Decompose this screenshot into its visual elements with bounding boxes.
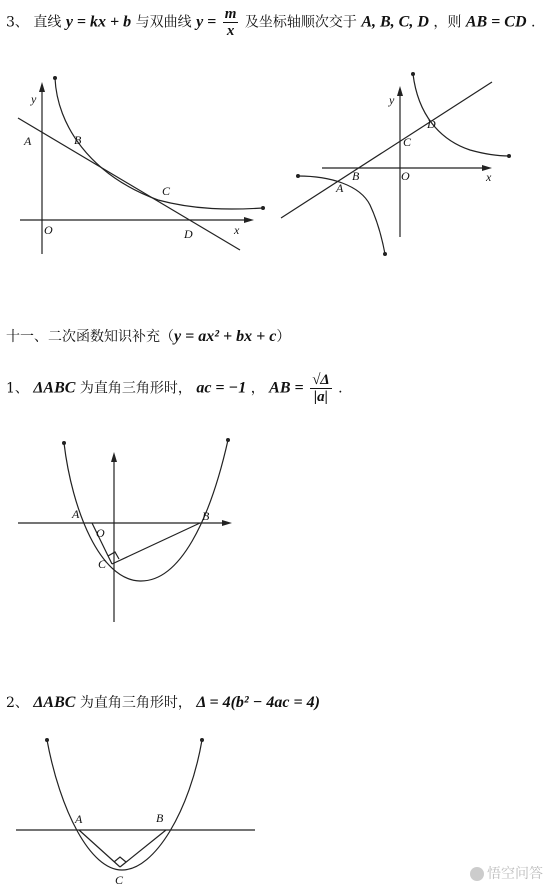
fig4-label-b: B <box>156 811 164 825</box>
item3-text-1: 直线 <box>33 14 62 31</box>
section11-formula: y = ax² + bx + c <box>174 328 277 345</box>
fig4-label-c: C <box>115 873 124 887</box>
item1-triangle: ΔABC <box>33 379 76 397</box>
fig2-label-d: D <box>427 117 436 131</box>
item1-number: 1、 <box>6 380 29 397</box>
fig1-label-d: D <box>184 227 193 241</box>
fig1-label-a: A <box>24 134 32 148</box>
fig4-parabola <box>47 740 202 870</box>
item1-ab-denominator: |a| <box>313 389 328 405</box>
fig4-endpoint-right <box>200 738 204 742</box>
fig2-label-y: y <box>389 93 395 107</box>
item2-triangle: ΔABC <box>33 694 76 711</box>
item3-points: A, B, C, D <box>361 13 429 31</box>
fig4-right-angle-mark <box>114 857 126 862</box>
fig3-label-a: A <box>72 507 80 521</box>
item3-text-4: ，则 <box>433 14 462 31</box>
item1-text: 为直角三角形时， <box>79 380 192 397</box>
item3-hyperbola-lhs: y = <box>196 13 217 31</box>
fig2-label-a: A <box>336 181 344 195</box>
fig1-label-b: B <box>74 133 82 147</box>
watermark <box>470 863 543 883</box>
fig4-label-a: A <box>75 812 83 826</box>
item1-sep: ， <box>250 380 265 397</box>
watermark-logo-icon <box>470 867 484 881</box>
item1-ab-numerator: √Δ <box>312 372 330 388</box>
item3-end: . <box>530 14 536 31</box>
item3-hyperbola-numerator: m <box>224 6 237 22</box>
item3-number: 3、 <box>6 14 29 31</box>
fig2-label-o: O <box>401 169 410 183</box>
item3-line-equation: y = kx + b <box>65 13 132 31</box>
item1-end: . <box>338 380 343 397</box>
item2-formula: Δ = 4(b² − 4ac = 4) <box>196 694 320 711</box>
fig2-label-b: B <box>352 169 360 183</box>
item3-text-3: 及坐标轴顺次交于 <box>244 14 357 31</box>
fig4-segment-bc <box>120 830 166 867</box>
section11-close: ） <box>276 329 291 345</box>
item2-number: 2、 <box>6 695 29 711</box>
fig3-label-c: C <box>98 557 107 571</box>
fig4-endpoint-left <box>45 738 49 742</box>
item3-text-2: 与双曲线 <box>135 14 192 31</box>
fig2-label-x: x <box>486 170 492 184</box>
fig1-label-y: y <box>31 92 37 106</box>
fig2-label-c: C <box>403 135 412 149</box>
fig1-label-o: O <box>44 223 53 237</box>
section11-title: 十一、二次函数知识补充（ <box>6 329 174 345</box>
item1-ac: ac = −1 <box>196 379 247 397</box>
fig1-label-c: C <box>162 184 171 198</box>
fig3-label-b: B <box>202 509 210 523</box>
item3-conclusion: AB = CD <box>465 13 527 31</box>
item1-ab-lhs: AB = <box>269 379 304 397</box>
fig3-label-o: O <box>96 526 105 540</box>
item3-hyperbola-denominator: x <box>226 23 235 39</box>
fig1-label-x: x <box>234 223 240 237</box>
watermark-text: 悟空问答 <box>487 866 543 882</box>
item2-text: 为直角三角形时， <box>79 695 192 711</box>
